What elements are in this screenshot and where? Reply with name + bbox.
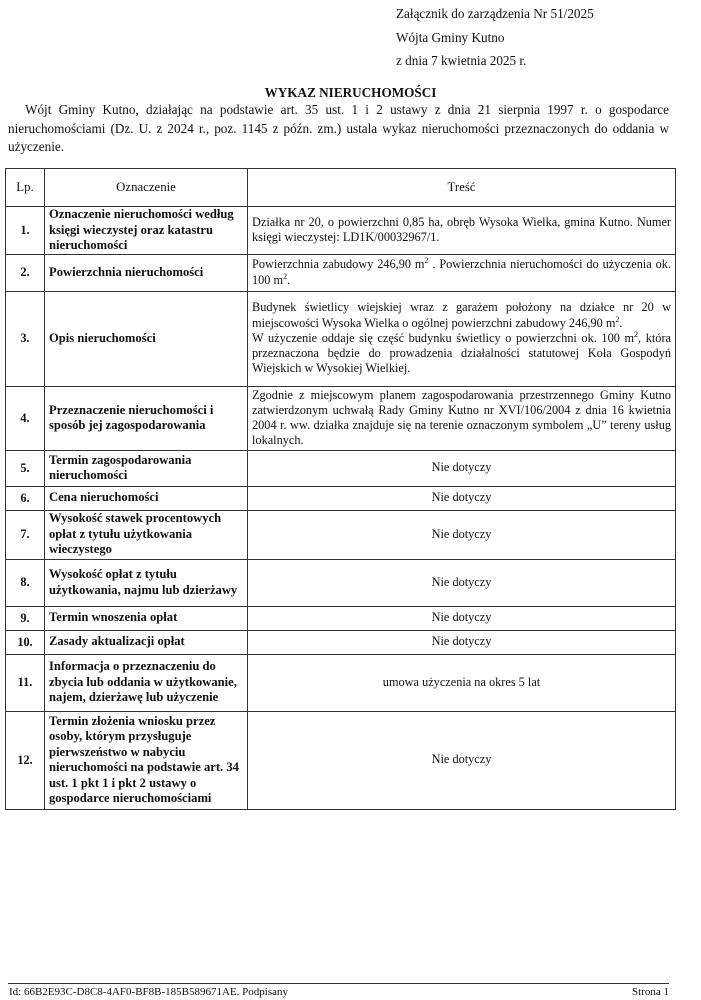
row-label: Termin złożenia wniosku przez osoby, którym przysługuje pierwszeństwo w nabyciu nieruchomości na podstawie art. 34 ust. 1 pkt 1 i pkt 2 ustawy o gospodarce nieruchomościami [45,711,248,809]
annex-header [396,2,594,73]
row-label: Opis nieruchomości [45,291,248,386]
content-text: Budynek świetlicy wiejskiej wraz z garażem położony na działce nr 20 w miejscowości Wysoka Wielka o ogólnej powierzchni zabudowy 246,90 m [252,300,671,330]
row-number: 3. [6,291,45,386]
row-label: Wysokość opłat z tytułu użytkowania, najmu lub dzierżawy [45,559,248,606]
row-number: 9. [6,606,45,630]
header-oznaczenie: Oznaczenie [45,169,248,207]
document-id: Id: 66B2E93C-D8C8-4AF0-BF8B-185B589671AE. Podpisany [9,986,288,998]
row-number: 7. [6,510,45,559]
table-row [6,450,676,486]
content-paragraph [252,331,671,377]
table-row [6,559,676,606]
content-text: . Powierzchnia nieruchomości do użyczenia ok. 100 m [252,257,671,287]
row-content: Nie dotyczy [248,450,676,486]
document-title: WYKAZ NIERUCHOMOŚCI [264,85,437,100]
superscript: 2 [283,271,288,281]
row-label: Powierzchnia nieruchomości [45,254,248,291]
row-label: Termin zagospodarowania nieruchomości [45,450,248,486]
content-paragraph [252,300,671,330]
row-number: 4. [6,386,45,450]
content-text: Powierzchnia zabudowy 246,90 m [252,257,425,272]
row-content: Nie dotyczy [248,711,676,809]
row-number: 6. [6,486,45,510]
row-content [248,291,676,386]
table-row [6,291,676,386]
row-content: umowa użyczenia na okres 5 lat [248,654,676,711]
row-content [248,254,676,291]
content-text: . [287,272,291,287]
row-content: Nie dotyczy [248,486,676,510]
table-row [6,207,676,255]
table-row [6,486,676,510]
row-number: 2. [6,254,45,291]
row-label: Cena nieruchomości [45,486,248,510]
superscript: 2 [634,329,639,339]
row-content: Działka nr 20, o powierzchni 0,85 ha, obręb Wysoka Wielka, gmina Kutno. Numer księgi wieczystej: LD1K/00032967/1. [248,207,676,255]
table-row [6,606,676,630]
table-row [6,630,676,654]
header-lp: Lp. [6,169,45,207]
row-label: Przeznaczenie nieruchomości i sposób jej zagospodarowania [45,386,248,450]
superscript: 2 [424,256,429,266]
row-number: 1. [6,207,45,255]
row-content: Nie dotyczy [248,606,676,630]
row-content: Nie dotyczy [248,510,676,559]
row-content: Nie dotyczy [248,559,676,606]
superscript: 2 [615,314,620,324]
annex-line-2: Wójta Gminy Kutno [396,29,505,45]
table-row [6,254,676,291]
table-row [6,386,676,450]
row-content: Nie dotyczy [248,630,676,654]
annex-line-3: z dnia 7 kwietnia 2025 r. [396,53,527,68]
footer-divider [8,983,669,984]
content-text: . [619,315,623,330]
row-label: Termin wnoszenia opłat [45,606,248,630]
row-label: Wysokość stawek procentowych opłat z tytułu użytkowania wieczystego [45,510,248,559]
header-tresc: Treść [248,169,676,207]
row-number: 11. [6,654,45,711]
table-row [6,711,676,809]
table-header-row [6,169,676,207]
row-label: Oznaczenie nieruchomości według księgi wieczystej oraz katastru nieruchomości [45,207,248,255]
row-label: Zasady aktualizacji opłat [45,630,248,654]
row-label: Informacja o przeznaczeniu do zbycia lub oddania w użytkowanie, najem, dzierżawę lub użyczenie [45,654,248,711]
row-number: 10. [6,630,45,654]
row-content: Zgodnie z miejscowym planem zagospodarowania przestrzennego Gminy Kutno zatwierdzonym uchwałą Rady Gminy Kutno nr XVI/106/2004 z dnia 16 kwietnia 2004 r. ww. działka znajduje się na terenie oznaczonym symbolem „U” tereny usług lokalnych. [248,386,676,450]
content-text: W użyczenie oddaje się część budynku świetlicy o powierzchni ok. 100 m [252,330,635,345]
table-row [6,510,676,559]
annex-line-1: Załącznik do zarządzenia Nr 51/2025 [396,6,594,21]
property-table [5,168,676,810]
intro-paragraph: Wójt Gminy Kutno, działając na podstawie art. 35 ust. 1 i 2 ustawy z dnia 21 sierpnia 1997 r. o gospodarce nieruchomościami (Dz. U. z 2024 r., poz. 1145 z późn. zm.) ustala wykaz nieruchomości przeznaczonych do oddania w użyczenie. [8,102,669,155]
content-text: , która przeznaczona będzie do prowadzenia działalności statutowej Koła Gospodyń Wiejskich w Wysokiej Wielkiej. [252,330,671,376]
row-number: 12. [6,711,45,809]
row-number: 8. [6,559,45,606]
row-number: 5. [6,450,45,486]
page-number: Strona 1 [632,986,669,998]
table-row [6,654,676,711]
